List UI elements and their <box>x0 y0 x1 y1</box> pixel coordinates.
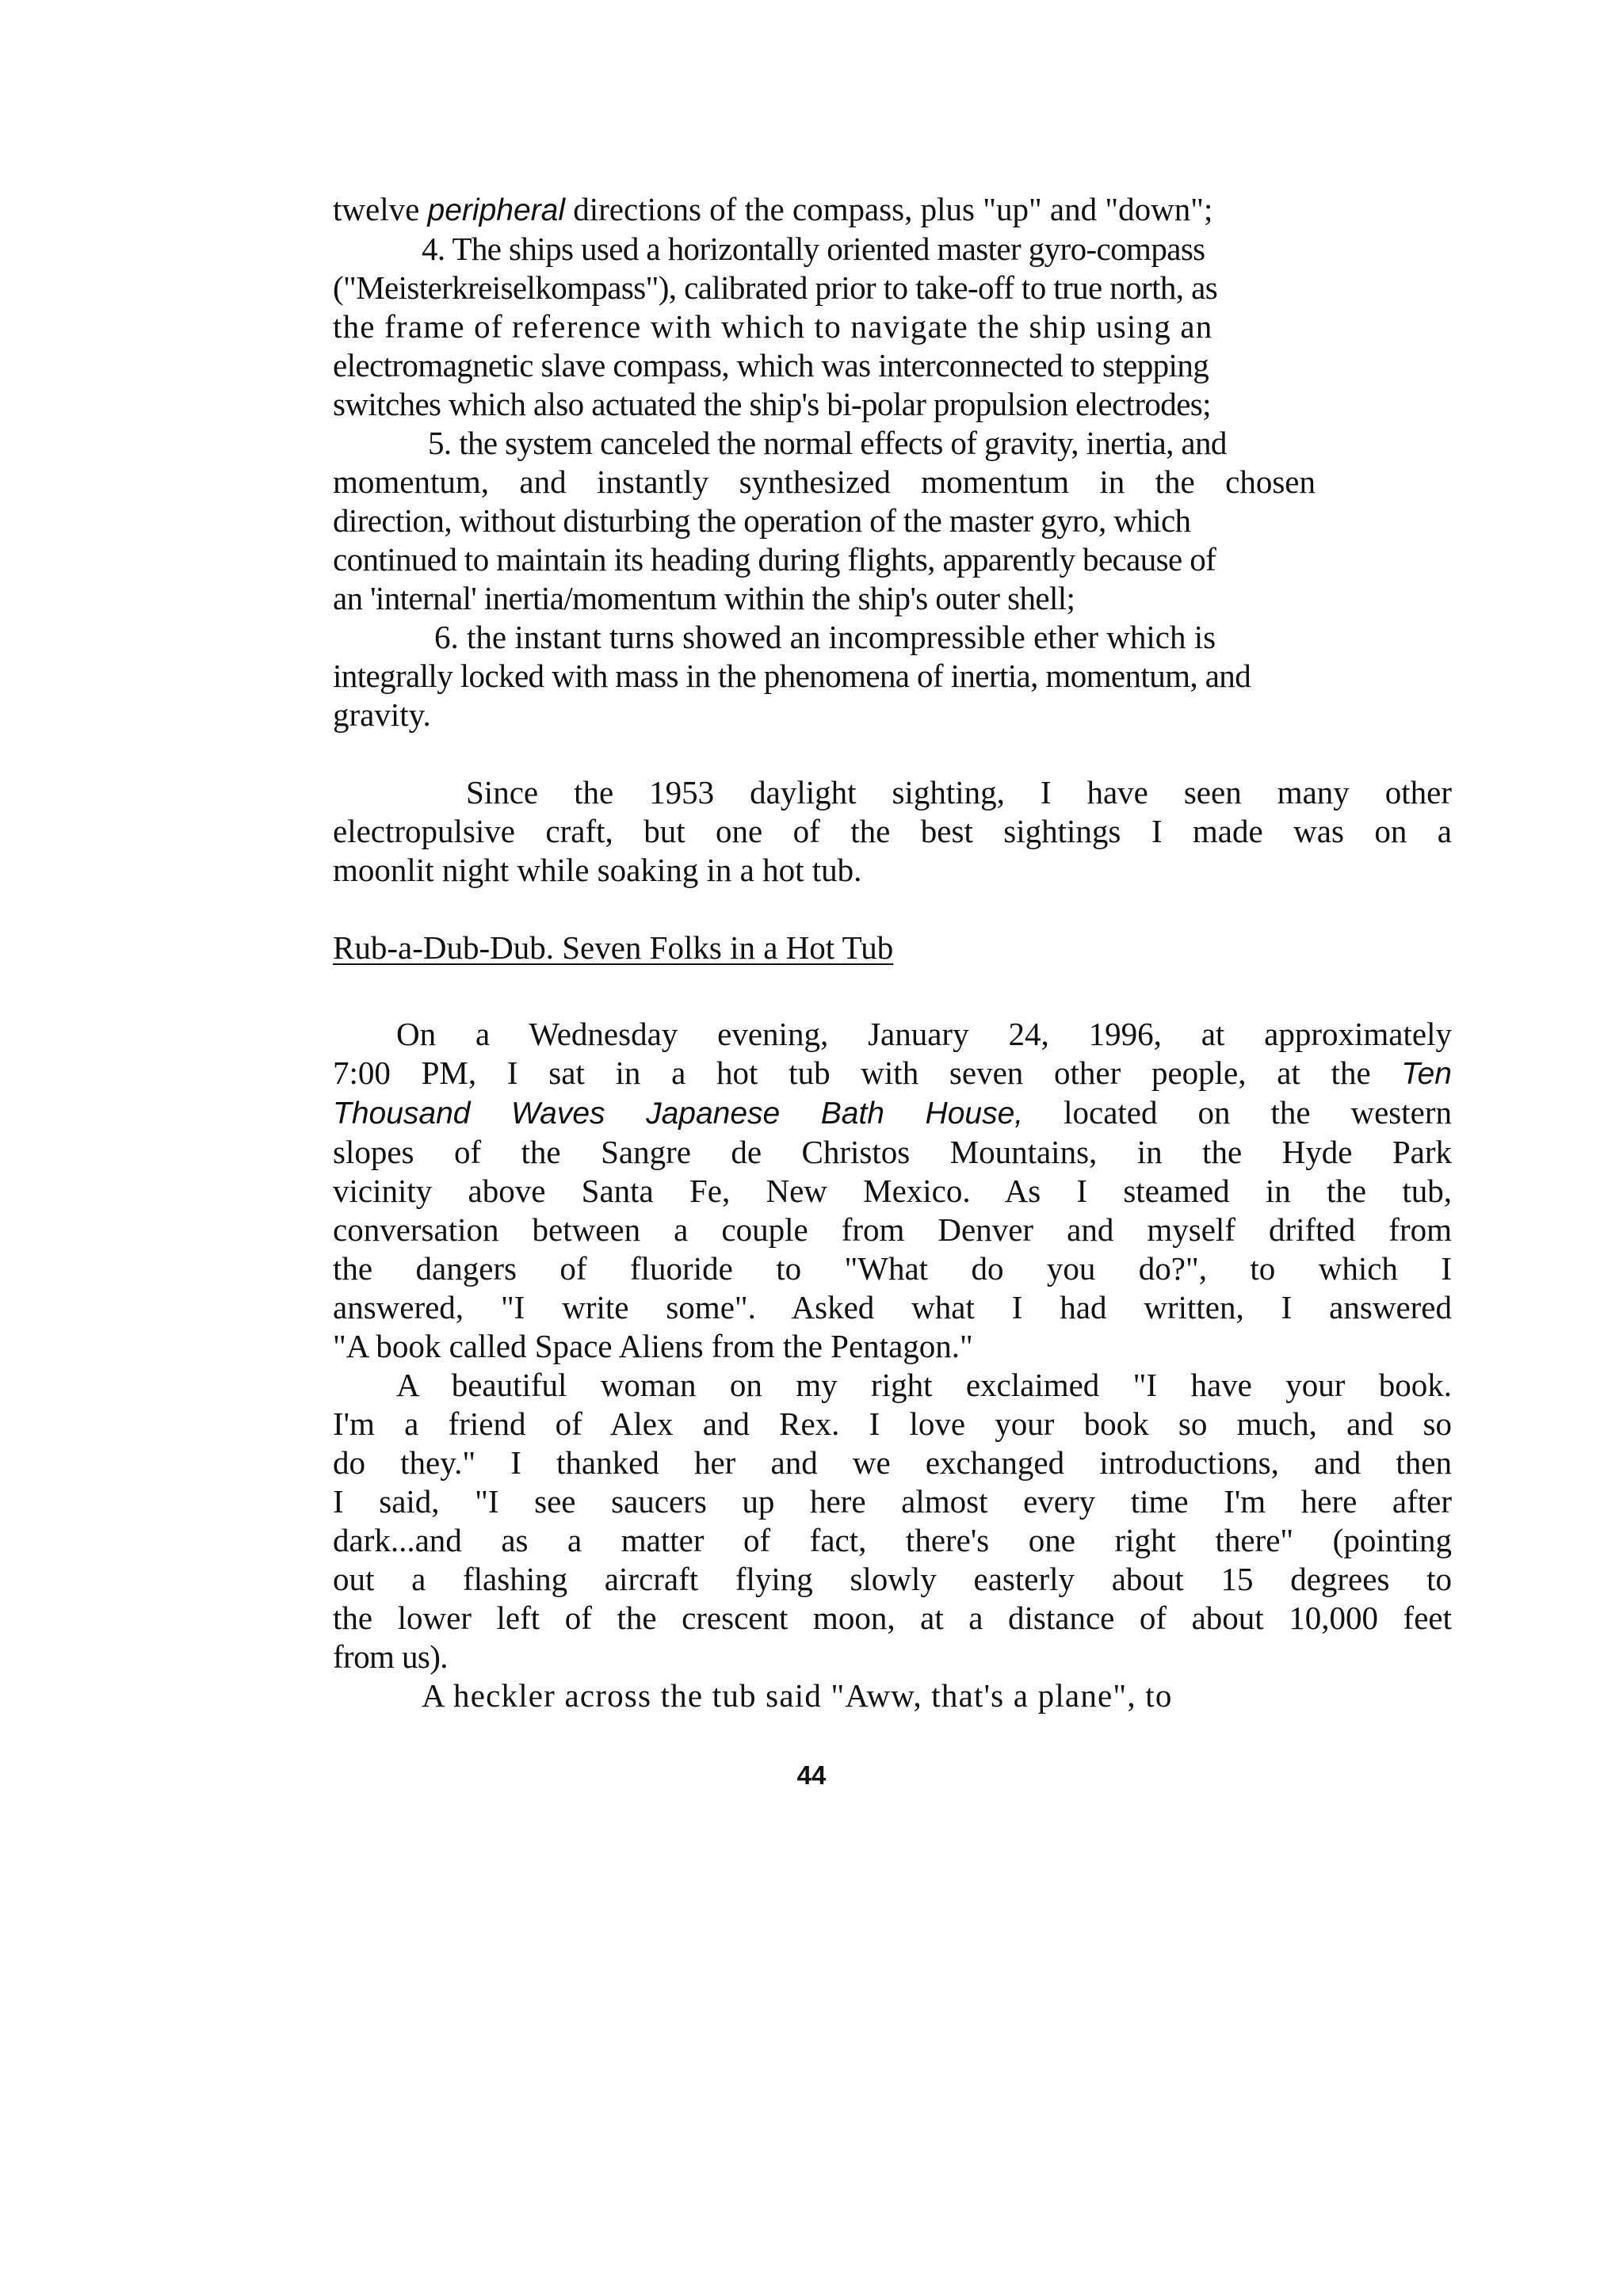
list-item-5: 5. the system canceled the normal effects of gravity, inertia, and <box>428 425 1227 461</box>
text-line: the frame of reference with which to navigate the ship using an <box>333 308 1213 345</box>
text-line: gravity. <box>333 696 431 733</box>
text-line <box>333 1211 1452 1249</box>
text-line: an 'internal' inertia/momentum within the ship's outer shell; <box>333 580 1075 616</box>
text-line <box>333 1133 1452 1172</box>
text-line <box>333 1366 1452 1405</box>
text-line <box>333 1288 1452 1327</box>
text-line: "A book called Space Aliens from the Pentagon." <box>333 1328 973 1364</box>
text-line <box>333 1560 1452 1599</box>
justified-text <box>333 1093 1452 1133</box>
spacer <box>333 967 1452 1015</box>
list-item-4: 4. The ships used a horizontally oriented master gyro-compass <box>422 231 1205 267</box>
text-line <box>333 1054 1452 1093</box>
justified-text: the dangers of fluoride to "What do you do?", to which I <box>333 1250 1452 1287</box>
text-line <box>333 1482 1452 1521</box>
justified-text: the lower left of the crescent moon, at a distance of about 10,000 feet <box>333 1600 1452 1636</box>
justified-text: dark...and as a matter of fact, there's one right there" (pointing <box>333 1522 1452 1558</box>
text-line: continued to maintain its heading during flights, apparently because of <box>333 541 1216 578</box>
hot-tub-paragraph <box>333 1015 1452 1366</box>
text-line <box>333 190 1452 230</box>
italic-text: Ten <box>1401 1057 1452 1091</box>
list-block <box>333 190 1452 734</box>
text-line <box>333 812 1452 851</box>
text-line: switches which also actuated the ship's bi-polar propulsion electrodes; <box>333 386 1211 422</box>
text-line <box>333 463 1452 502</box>
text-line <box>333 1405 1452 1444</box>
text-segment: located on the western <box>1023 1094 1453 1131</box>
justified-text: momentum, and instantly synthesized momentum in the chosen <box>333 463 1316 500</box>
text-line <box>333 1172 1452 1211</box>
list-item-6: 6. the instant turns showed an incompressible ether which is <box>434 619 1216 655</box>
justified-text <box>333 1054 1452 1093</box>
justified-text: slopes of the Sangre de Christos Mountains, in the Hyde Park <box>333 1134 1452 1170</box>
italic-text: Thousand Waves Japanese Bath House, <box>333 1097 1024 1131</box>
text-line <box>333 1249 1452 1288</box>
text-line: from us). <box>333 1638 448 1675</box>
text-line <box>333 1015 1452 1054</box>
justified-text: vicinity above Santa Fe, New Mexico. As I steamed in the tub, <box>333 1173 1452 1209</box>
text-line <box>333 1599 1452 1638</box>
text-line: electromagnetic slave compass, which was interconnected to stepping <box>333 347 1209 383</box>
justified-text: do they." I thanked her and we exchanged introductions, and then <box>333 1444 1452 1481</box>
spacer <box>333 734 1452 773</box>
text-line <box>333 1521 1452 1560</box>
justified-text: On a Wednesday evening, January 24, 1996, at approximately <box>396 1016 1452 1052</box>
text-line: direction, without disturbing the operation of the master gyro, which <box>333 502 1191 539</box>
document-page <box>333 190 1452 1715</box>
justified-text: conversation between a couple from Denver and myself drifted from <box>333 1211 1452 1248</box>
woman-paragraph <box>333 1366 1452 1676</box>
italic-text: peripheral <box>427 193 565 227</box>
justified-text: A beautiful woman on my right exclaimed "I have your book. <box>396 1367 1452 1403</box>
page-number: 44 <box>796 1760 827 1790</box>
heckler-line: A heckler across the tub said "Aww, that's a plane", to <box>422 1677 1173 1714</box>
text-segment: 7:00 PM, I sat in a hot tub with seven other people, at the <box>333 1055 1402 1091</box>
text-line <box>333 1093 1452 1133</box>
section-heading: Rub-a-Dub-Dub. Seven Folks in a Hot Tub <box>333 929 894 966</box>
justified-text: out a flashing aircraft flying slowly easterly about 15 degrees to <box>333 1561 1452 1597</box>
text-line <box>333 773 1452 812</box>
text-line: ("Meisterkreiselkompass"), calibrated prior to take-off to true north, as <box>333 269 1218 306</box>
justified-text: Since the 1953 daylight sighting, I have seen many other <box>466 774 1452 810</box>
justified-text: I said, "I see saucers up here almost every time I'm here after <box>333 1483 1452 1520</box>
text-segment: directions of the compass, plus "up" and "down"; <box>565 191 1213 227</box>
justified-text: I'm a friend of Alex and Rex. I love your book so much, and so <box>333 1405 1452 1442</box>
spacer <box>333 890 1452 929</box>
text-line <box>333 1444 1452 1482</box>
text-line: moonlit night while soaking in a hot tub. <box>333 852 862 888</box>
sighting-paragraph <box>333 773 1452 890</box>
justified-text: electropulsive craft, but one of the best sightings I made was on a <box>333 813 1452 849</box>
text-line: integrally locked with mass in the phenomena of inertia, momentum, and <box>333 658 1251 694</box>
justified-text: answered, "I write some". Asked what I had written, I answered <box>333 1289 1452 1325</box>
text-segment: twelve <box>333 191 428 227</box>
